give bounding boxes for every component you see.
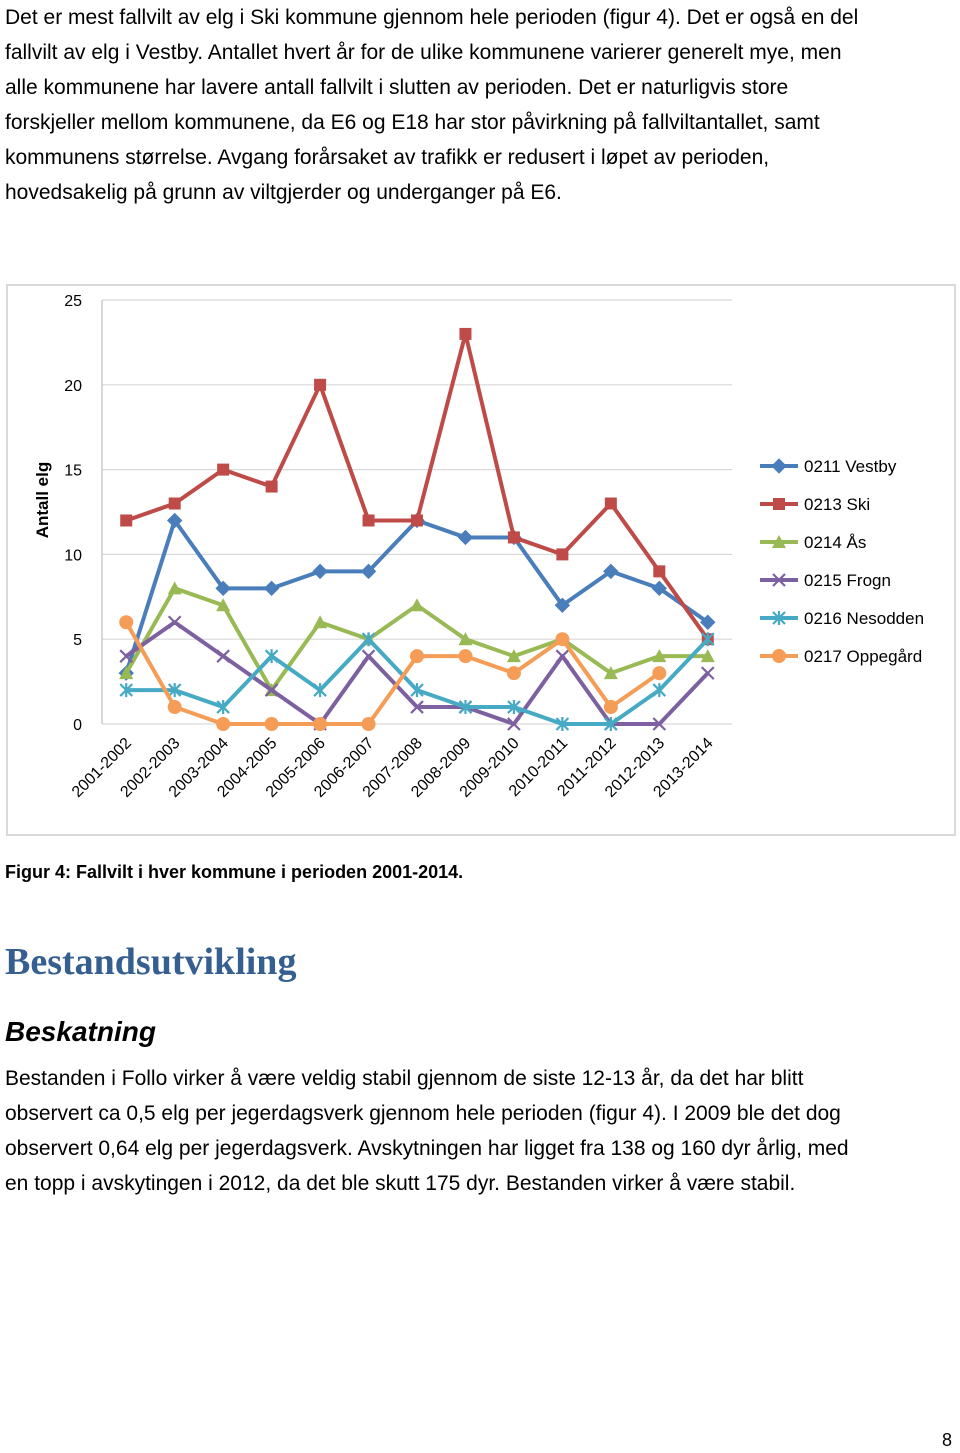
series-5-point bbox=[555, 632, 569, 646]
legend-label: 0213 Ski bbox=[804, 495, 871, 514]
series-5-point bbox=[652, 666, 666, 680]
series-0-point bbox=[313, 564, 327, 578]
series-1-point bbox=[653, 565, 665, 577]
series-1-point bbox=[314, 379, 326, 391]
x-tick-label: 2004-2005 bbox=[214, 734, 281, 801]
legend-label: 0214 Ås bbox=[804, 533, 867, 552]
series-5-point bbox=[458, 649, 472, 663]
y-tick-label: 0 bbox=[73, 717, 82, 734]
y-tick-label: 5 bbox=[73, 632, 82, 650]
x-tick-label: 2007-2008 bbox=[359, 734, 426, 801]
x-tick-label: 2010-2011 bbox=[505, 734, 572, 801]
x-tick-label: 2013-2014 bbox=[650, 734, 717, 801]
legend-swatch-marker bbox=[773, 498, 785, 510]
series-1-point bbox=[556, 548, 568, 560]
intro-paragraph bbox=[5, 0, 955, 210]
body-paragraph bbox=[5, 1061, 955, 1201]
intro-line-3: alle kommunene har lavere antall fallvilt i slutten av perioden. Det er naturligvis store bbox=[5, 76, 789, 99]
legend-swatch-marker bbox=[772, 649, 786, 663]
x-tick-label: 2003-2004 bbox=[165, 734, 232, 801]
legend-label: 0217 Oppegård bbox=[804, 647, 923, 666]
x-tick-label: 2002-2003 bbox=[117, 734, 184, 801]
series-5-line bbox=[126, 622, 659, 724]
series-2-point bbox=[168, 581, 182, 594]
subsection-heading: Beskatning bbox=[5, 1016, 156, 1047]
series-3-point bbox=[169, 616, 181, 628]
intro-line-5: kommunens størrelse. Avgang forårsaket av trafikk er redusert i løpet av perioden, bbox=[5, 146, 770, 169]
series-5-point bbox=[265, 717, 279, 731]
legend-swatch-marker bbox=[772, 459, 786, 473]
legend-label: 0216 Nesodden bbox=[804, 609, 925, 628]
series-5-point bbox=[507, 666, 521, 680]
series-0-point bbox=[458, 530, 472, 544]
body-line-4: en topp i avskytingen i 2012, da det ble skutt 175 dyr. Bestanden virker å være stabil. bbox=[5, 1172, 796, 1195]
intro-line-6: hovedsakelig på grunn av viltgjerder og underganger på E6. bbox=[5, 181, 562, 204]
x-tick-label: 2005-2006 bbox=[262, 734, 329, 801]
series-1-point bbox=[217, 464, 229, 476]
page-number: 8 bbox=[941, 1430, 952, 1450]
fallvilt-line-chart bbox=[8, 286, 954, 834]
figure-caption: Figur 4: Fallvilt i hver kommune i perioden 2001-2014. bbox=[5, 862, 464, 882]
body-line-3: observert 0,64 elg per jegerdagsverk. Avskytningen har ligget fra 138 og 160 dyr årlig, med bbox=[5, 1137, 849, 1160]
series-4-point bbox=[653, 683, 665, 697]
y-tick-label: 15 bbox=[64, 462, 82, 480]
y-tick-label: 10 bbox=[64, 547, 82, 565]
x-tick-label: 2012-2013 bbox=[602, 734, 669, 801]
legend-label: 0211 Vestby bbox=[804, 457, 897, 476]
intro-line-4: forskjeller mellom kommunene, da E6 og E18 har stor påvirkning på fallviltantallet, samt bbox=[5, 111, 820, 134]
x-tick-label: 2009-2010 bbox=[456, 734, 523, 801]
series-3-line bbox=[126, 622, 708, 724]
series-3-point bbox=[363, 650, 375, 662]
series-1-point bbox=[411, 514, 423, 526]
series-2-point bbox=[313, 615, 327, 628]
x-tick-label: 2001-2002 bbox=[68, 734, 136, 801]
series-1-point bbox=[605, 498, 617, 510]
intro-line-1: Det er mest fallvilt av elg i Ski kommune gjennom hele perioden (figur 4). Det er også en del bbox=[5, 6, 859, 29]
series-5-point bbox=[313, 717, 327, 731]
series-4-point bbox=[314, 683, 326, 697]
series-0-point bbox=[265, 581, 279, 595]
chart-frame bbox=[6, 284, 956, 836]
series-3-point bbox=[217, 650, 229, 662]
series-1-point bbox=[120, 514, 132, 526]
series-1-point bbox=[508, 531, 520, 543]
series-1-point bbox=[169, 498, 181, 510]
series-5-point bbox=[604, 700, 618, 714]
y-tick-label: 20 bbox=[64, 377, 82, 395]
series-1-point bbox=[266, 481, 278, 493]
series-3-point bbox=[702, 667, 714, 679]
series-1-line bbox=[126, 334, 708, 639]
section-heading: Bestandsutvikling bbox=[5, 941, 297, 983]
x-tick-label: 2008-2009 bbox=[408, 734, 475, 801]
series-5-point bbox=[119, 615, 133, 629]
body-line-1: Bestanden i Follo virker å være veldig stabil gjennom de siste 12-13 år, da det har blitt bbox=[5, 1067, 804, 1090]
series-3-point bbox=[556, 650, 568, 662]
y-axis-label: Antall elg bbox=[33, 461, 52, 539]
series-5-point bbox=[362, 717, 376, 731]
x-tick-label: 2006-2007 bbox=[311, 734, 378, 801]
y-tick-label: 25 bbox=[64, 293, 82, 310]
series-5-point bbox=[216, 717, 230, 731]
intro-line-2: fallvilt av elg i Vestby. Antallet hvert år for de ulike kommunene varierer generelt mye, men bbox=[5, 41, 842, 64]
series-1-point bbox=[363, 514, 375, 526]
series-1-point bbox=[459, 328, 471, 340]
series-5-point bbox=[410, 649, 424, 663]
series-2-point bbox=[410, 598, 424, 611]
series-5-point bbox=[168, 700, 182, 714]
legend-label: 0215 Frogn bbox=[804, 571, 891, 590]
body-line-2: observert ca 0,5 elg per jegerdagsverk gjennom hele perioden (figur 4). I 2009 ble det dog bbox=[5, 1102, 841, 1125]
x-tick-label: 2011-2012 bbox=[554, 734, 620, 801]
series-4-point bbox=[266, 649, 278, 663]
